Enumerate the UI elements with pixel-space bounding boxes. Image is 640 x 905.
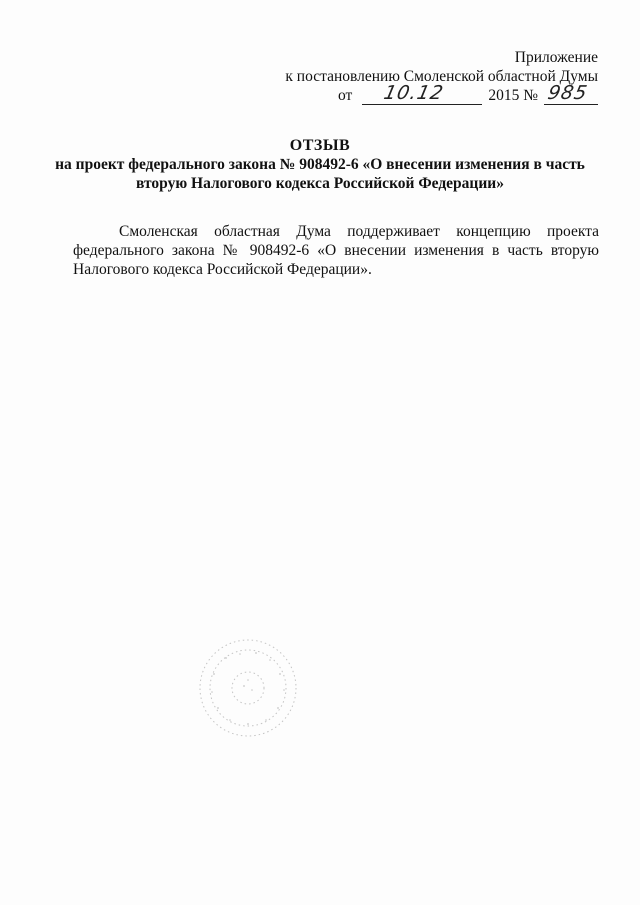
year-number-label: 2015 № bbox=[488, 87, 538, 104]
number-blank-line bbox=[544, 82, 598, 105]
title-line-1: на проект федерального закона № 908492-6 «О внесении изменения в часть bbox=[55, 156, 585, 173]
date-number-row bbox=[285, 82, 598, 105]
document-title bbox=[40, 136, 600, 193]
title-line-2: вторую Налогового кодекса Российской Федерации» bbox=[136, 175, 504, 192]
handwritten-date: 10.12 bbox=[382, 82, 447, 104]
appendix-label: Приложение bbox=[514, 49, 598, 66]
title-main: ОТЗЫВ bbox=[289, 137, 351, 154]
faded-stamp-icon bbox=[196, 636, 300, 740]
handwritten-number: 985 bbox=[545, 82, 590, 104]
resolution-reference: к постановлению Смоленской областной Думы bbox=[285, 68, 598, 85]
date-blank-line bbox=[362, 82, 482, 105]
date-prefix: от bbox=[338, 87, 353, 104]
appendix-header bbox=[285, 48, 598, 105]
body-paragraph: Смоленская областная Дума поддерживает концепцию проекта федерального закона № 908492-6 «О внесении изменения в часть вторую Налогового кодекса Российской Федерации». bbox=[73, 223, 599, 278]
